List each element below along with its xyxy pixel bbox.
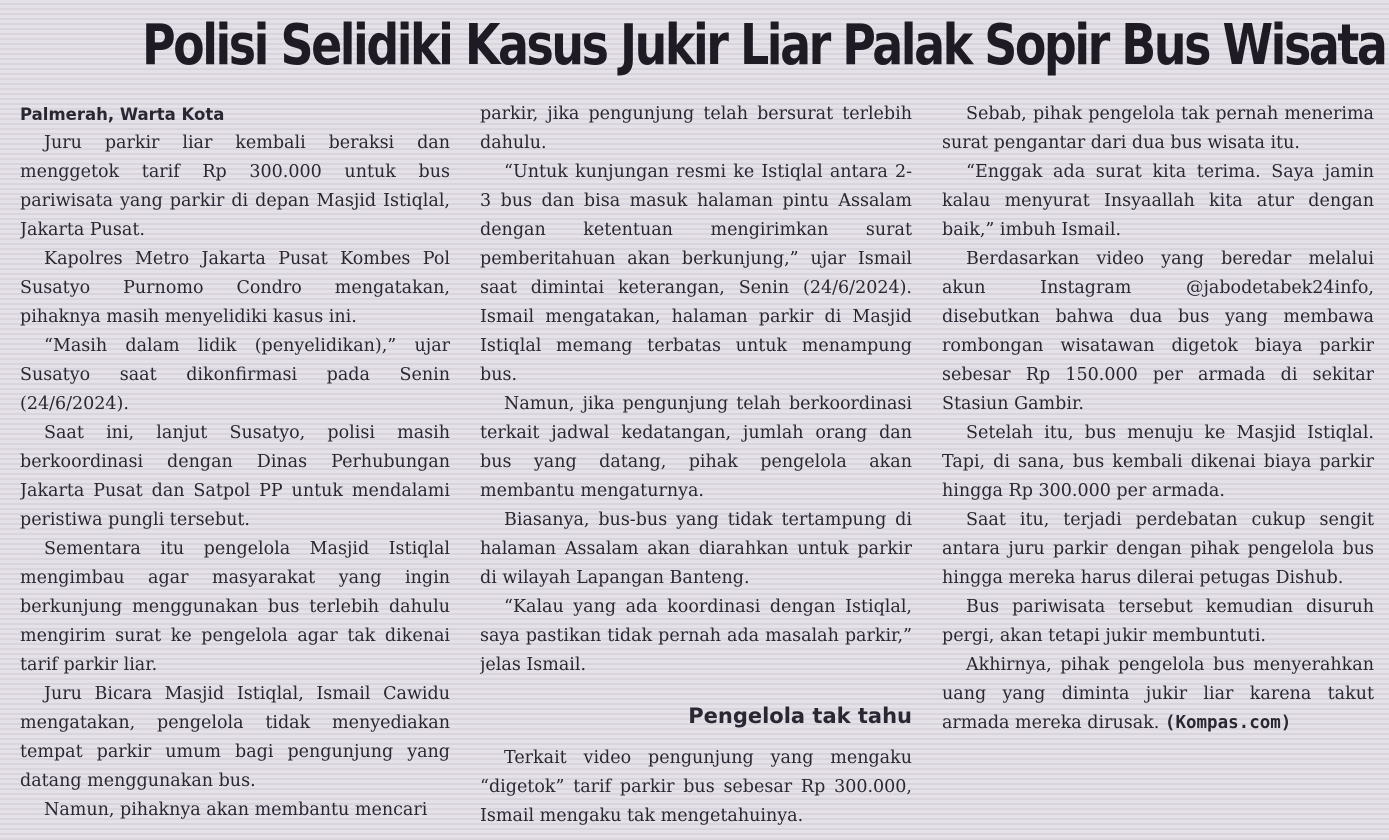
headline: Polisi Selidiki Kasus Jukir Liar Palak Sopir Bus Wisata (141, 13, 1386, 78)
column-1 (20, 100, 450, 830)
subheading: Pengelola tak tahu (688, 704, 912, 728)
paragraph-text: Akhirnya, pihak pengelola bus menyerahkan uang yang diminta jukir liar karena takut armada mereka dirusak. (942, 655, 1374, 733)
paragraph: Biasanya, bus-bus yang tidak tertampung di halaman Assalam akan diarahkan untuk parkir di wilayah Lapangan Banteng. (480, 510, 912, 588)
paragraph: Kapolres Metro Jakarta Pusat Kombes Pol Susatyo Purnomo Condro mengatakan, pihaknya masih menyelidiki kasus ini. (20, 249, 450, 327)
paragraph: “Enggak ada surat kita terima. Saya jamin kalau menyurat Insyaallah kita atur dengan baik,” imbuh Ismail. (942, 162, 1374, 240)
paragraph: Terkait video pengunjung yang mengaku “digetok” tarif parkir bus sebesar Rp 300.000, Ismail mengaku tak mengetahuinya. (480, 748, 912, 826)
column-3 (942, 100, 1374, 830)
paragraph: “Untuk kunjungan resmi ke Istiqlal antara 2-3 bus dan bisa masuk halaman pintu Assalam dengan ketentuan mengirimkan surat pemberitahuan akan berkunjung,” ujar Ismail saat dimintai keterangan, Senin (24/6/2024). Ismail mengatakan, halaman parkir di Masjid Istiqlal memang terbatas untuk menampung bus. (480, 162, 912, 385)
paragraph: Bus pariwisata tersebut kemudian disuruh pergi, akan tetapi jukir membuntuti. (942, 597, 1374, 646)
paragraph: Sebab, pihak pengelola tak pernah menerima surat pengantar dari dua bus wisata itu. (942, 104, 1374, 153)
column-2 (480, 100, 912, 830)
paragraph: “Masih dalam lidik (penyelidikan),” ujar Susatyo saat dikonfirmasi pada Senin (24/6/2024). (20, 336, 450, 414)
paragraph: Namun, jika pengunjung telah berkoordinasi terkait jadwal kedatangan, jumlah orang dan bus yang datang, pihak pengelola akan membantu mengaturnya. (480, 394, 912, 501)
paragraph-last (942, 651, 1374, 738)
dateline: Palmerah, Warta Kota (20, 105, 225, 124)
paragraph: Sementara itu pengelola Masjid Istiqlal mengimbau agar masyarakat yang ingin berkunjung menggunakan bus terlebih dahulu mengirim surat ke pengelola agar tak dikenai tarif parkir liar. (20, 539, 450, 675)
paragraph: Saat ini, lanjut Susatyo, polisi masih berkoordinasi dengan Dinas Perhubungan Jakarta Pusat dan Satpol PP untuk mendalami peristiwa pungli tersebut. (20, 423, 450, 530)
paragraph: Berdasarkan video yang beredar melalui akun Instagram @jabodetabek24info, disebutkan bahwa dua bus yang membawa rombongan wisatawan digetok biaya parkir sebesar Rp 150.000 per armada di sekitar Stasiun Gambir. (942, 249, 1374, 414)
source-credit: (Kompas.com) (1164, 713, 1292, 733)
paragraph: Juru parkir liar kembali beraksi dan menggetok tarif Rp 300.000 untuk bus pariwisata yang parkir di depan Masjid Istiqlal, Jakarta Pusat. (20, 133, 450, 240)
paragraph: Saat itu, terjadi perdebatan cukup sengit antara juru parkir dengan pihak pengelola bus hingga mereka harus dilerai petugas Dishub. (942, 510, 1374, 588)
paragraph: parkir, jika pengunjung telah bersurat terlebih dahulu. (480, 104, 912, 153)
paragraph: Setelah itu, bus menuju ke Masjid Istiqlal. Tapi, di sana, bus kembali dikenai biaya parkir hingga Rp 300.000 per armada. (942, 423, 1374, 501)
paragraph: “Kalau yang ada koordinasi dengan Istiqlal, saya pastikan tidak pernah ada masalah parkir,” jelas Ismail. (480, 597, 912, 675)
paragraph: Namun, pihaknya akan membantu mencari (44, 800, 428, 820)
paragraph: Juru Bicara Masjid Istiqlal, Ismail Cawidu mengatakan, pengelola tidak menyediakan tempat parkir umum bagi pengunjung yang datang menggunakan bus. (20, 684, 450, 791)
